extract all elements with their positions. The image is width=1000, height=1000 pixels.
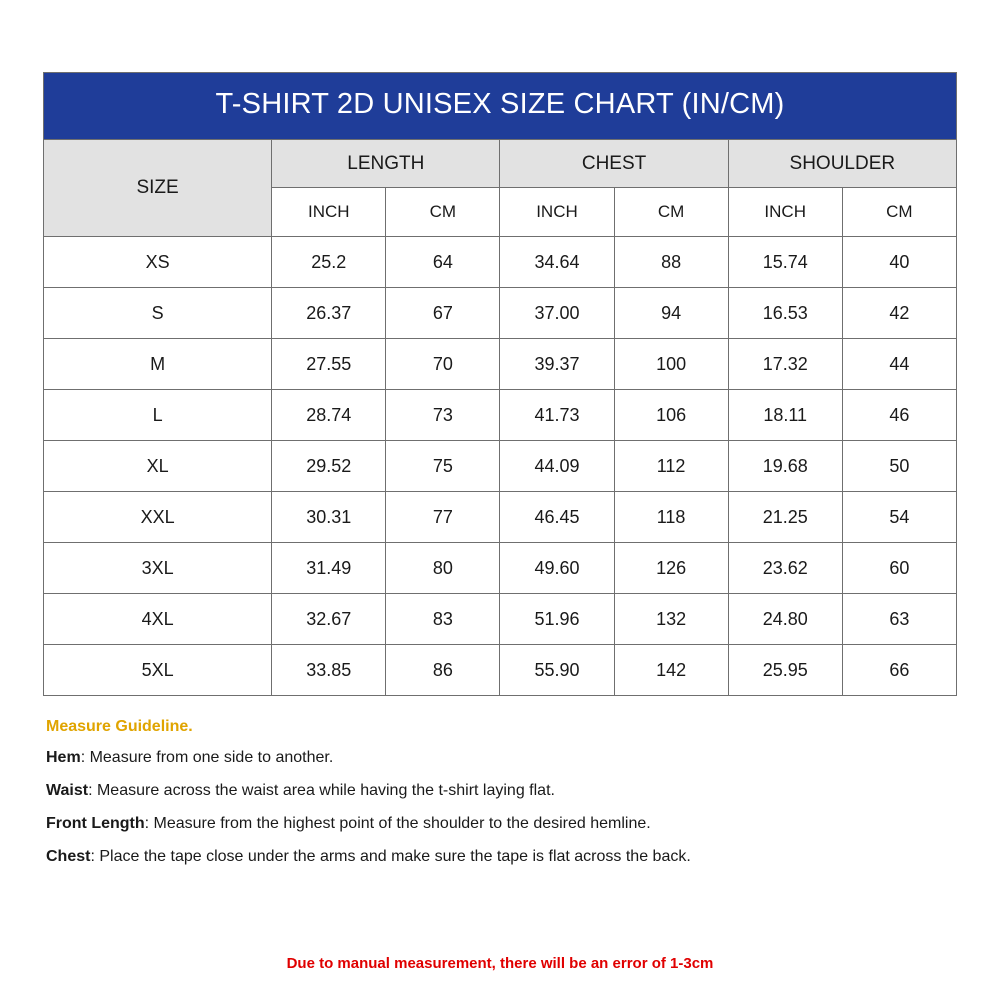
cell-shoulder-cm: 66 [842, 645, 956, 696]
cell-chest-cm: 132 [614, 594, 728, 645]
guideline-item [46, 781, 946, 801]
table-row [44, 492, 957, 543]
column-header-length: LENGTH [272, 140, 500, 188]
table-row [44, 390, 957, 441]
cell-length-cm: 67 [386, 288, 500, 339]
cell-shoulder-cm: 44 [842, 339, 956, 390]
table-row [44, 237, 957, 288]
cell-size: XS [44, 237, 272, 288]
cell-length-cm: 64 [386, 237, 500, 288]
table-row [44, 594, 957, 645]
table-row [44, 441, 957, 492]
guideline-text: : Measure across the waist area while having the t-shirt laying flat. [88, 782, 555, 799]
cell-length-cm: 70 [386, 339, 500, 390]
cell-shoulder-cm: 46 [842, 390, 956, 441]
cell-size: 5XL [44, 645, 272, 696]
unit-header-shoulder-inch: INCH [728, 188, 842, 237]
cell-length-cm: 73 [386, 390, 500, 441]
cell-shoulder-cm: 63 [842, 594, 956, 645]
cell-chest-inch: 41.73 [500, 390, 614, 441]
cell-size: 4XL [44, 594, 272, 645]
cell-length-inch: 27.55 [272, 339, 386, 390]
cell-size: 3XL [44, 543, 272, 594]
cell-shoulder-inch: 23.62 [728, 543, 842, 594]
unit-header-chest-inch: INCH [500, 188, 614, 237]
cell-chest-cm: 142 [614, 645, 728, 696]
table-row [44, 543, 957, 594]
cell-chest-inch: 34.64 [500, 237, 614, 288]
cell-length-inch: 25.2 [272, 237, 386, 288]
cell-size: L [44, 390, 272, 441]
cell-length-cm: 75 [386, 441, 500, 492]
cell-chest-cm: 88 [614, 237, 728, 288]
table-row [44, 288, 957, 339]
guideline-item [46, 748, 946, 768]
cell-length-inch: 28.74 [272, 390, 386, 441]
cell-size: M [44, 339, 272, 390]
cell-shoulder-cm: 50 [842, 441, 956, 492]
cell-chest-inch: 46.45 [500, 492, 614, 543]
unit-header-shoulder-cm: CM [842, 188, 956, 237]
guideline-item [46, 814, 946, 834]
cell-length-cm: 86 [386, 645, 500, 696]
cell-chest-inch: 51.96 [500, 594, 614, 645]
cell-length-inch: 29.52 [272, 441, 386, 492]
guideline-text: : Place the tape close under the arms and make sure the tape is flat across the back. [90, 848, 691, 865]
cell-shoulder-cm: 54 [842, 492, 956, 543]
chart-title-row [44, 73, 957, 140]
cell-chest-cm: 118 [614, 492, 728, 543]
guidelines-title: Measure Guideline. [46, 718, 193, 735]
cell-length-cm: 83 [386, 594, 500, 645]
unit-header-length-cm: CM [386, 188, 500, 237]
cell-chest-inch: 49.60 [500, 543, 614, 594]
size-chart-container [43, 72, 957, 696]
cell-shoulder-inch: 19.68 [728, 441, 842, 492]
column-header-chest: CHEST [500, 140, 728, 188]
unit-header-length-inch: INCH [272, 188, 386, 237]
cell-shoulder-inch: 18.11 [728, 390, 842, 441]
cell-shoulder-cm: 40 [842, 237, 956, 288]
group-header-row [44, 140, 957, 188]
cell-length-cm: 80 [386, 543, 500, 594]
unit-header-chest-cm: CM [614, 188, 728, 237]
guideline-term: Hem [46, 749, 81, 766]
cell-chest-cm: 100 [614, 339, 728, 390]
cell-chest-inch: 37.00 [500, 288, 614, 339]
column-header-size: SIZE [44, 140, 272, 237]
cell-length-inch: 32.67 [272, 594, 386, 645]
table-row [44, 645, 957, 696]
measurement-disclaimer: Due to manual measurement, there will be an error of 1-3cm [286, 955, 714, 972]
cell-chest-cm: 126 [614, 543, 728, 594]
cell-size: XL [44, 441, 272, 492]
cell-chest-cm: 94 [614, 288, 728, 339]
cell-length-cm: 77 [386, 492, 500, 543]
cell-shoulder-inch: 21.25 [728, 492, 842, 543]
cell-size: S [44, 288, 272, 339]
cell-chest-inch: 55.90 [500, 645, 614, 696]
cell-shoulder-inch: 15.74 [728, 237, 842, 288]
cell-length-inch: 30.31 [272, 492, 386, 543]
cell-shoulder-cm: 60 [842, 543, 956, 594]
cell-shoulder-inch: 25.95 [728, 645, 842, 696]
cell-shoulder-inch: 16.53 [728, 288, 842, 339]
table-row [44, 339, 957, 390]
column-header-shoulder: SHOULDER [728, 140, 956, 188]
cell-chest-cm: 112 [614, 441, 728, 492]
cell-chest-inch: 39.37 [500, 339, 614, 390]
cell-length-inch: 31.49 [272, 543, 386, 594]
cell-chest-cm: 106 [614, 390, 728, 441]
page-title: T-SHIRT 2D UNISEX SIZE CHART (IN/CM) [44, 73, 957, 140]
cell-shoulder-cm: 42 [842, 288, 956, 339]
guideline-text: : Measure from the highest point of the shoulder to the desired hemline. [144, 815, 651, 832]
size-chart-table [43, 72, 957, 696]
cell-shoulder-inch: 24.80 [728, 594, 842, 645]
cell-length-inch: 33.85 [272, 645, 386, 696]
guideline-text: : Measure from one side to another. [80, 749, 334, 766]
cell-size: XXL [44, 492, 272, 543]
guideline-item [46, 847, 946, 867]
guideline-term: Front Length [46, 815, 145, 832]
guideline-term: Waist [46, 782, 89, 799]
cell-length-inch: 26.37 [272, 288, 386, 339]
cell-shoulder-inch: 17.32 [728, 339, 842, 390]
measure-guidelines [46, 718, 946, 880]
guideline-term: Chest [46, 848, 91, 865]
cell-chest-inch: 44.09 [500, 441, 614, 492]
